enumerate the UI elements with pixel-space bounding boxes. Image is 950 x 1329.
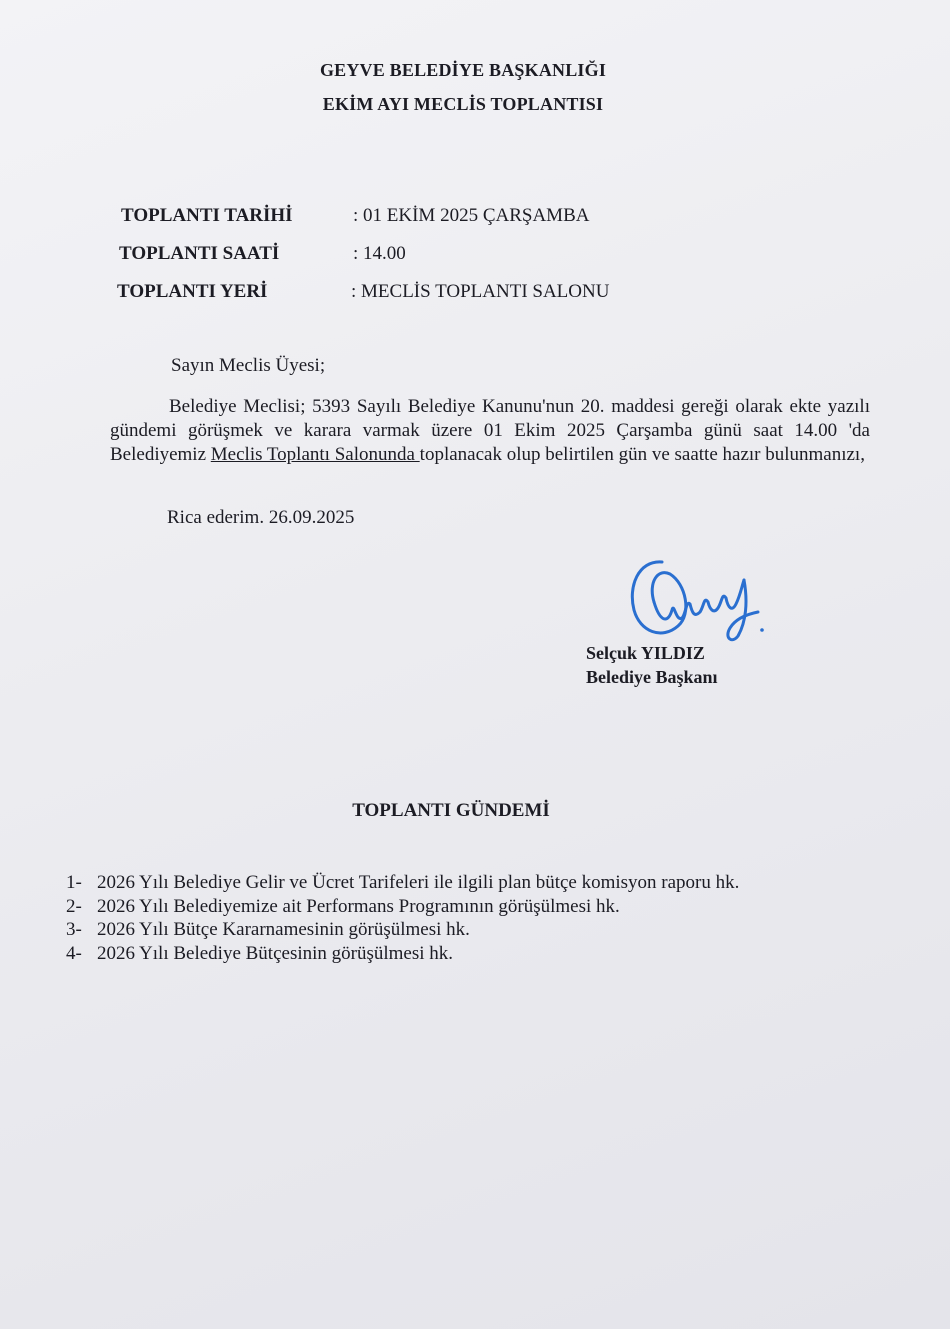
agenda-title: TOPLANTI GÜNDEMİ: [352, 800, 550, 821]
agenda-item: [66, 942, 866, 966]
letter-body: [110, 395, 870, 467]
letter-body-part1: Belediye Meclisi; 5393 Sayılı Belediye Kanunu'nun 20. maddesi gereği olarak ekte yazılı gündemi görüşmek ve karara varmak üzere 01 Ekim 2025 Çarşamba günü saat 14.00 'da Belediyemiz: [110, 396, 870, 465]
agenda-item-text: 2026 Yılı Bütçe Kararnamesinin görüşülmesi hk.: [97, 919, 470, 940]
meeting-place-value: : MECLİS TOPLANTI SALONU: [351, 281, 610, 302]
agenda-item-number: 1-: [66, 872, 82, 893]
signer-name: Selçuk YILDIZ: [586, 643, 705, 663]
letter-closing: Rica ederim. 26.09.2025: [167, 507, 355, 528]
header-institution: GEYVE BELEDİYE BAŞKANLIĞI: [319, 60, 607, 80]
letter-salutation: Sayın Meclis Üyesi;: [171, 355, 326, 376]
letter-body-part2: toplanacak olup belirtilen gün ve saatte hazır bulunmanızı,: [419, 444, 865, 465]
agenda-item: [66, 871, 866, 895]
agenda-item-number: 2-: [66, 895, 82, 917]
meeting-time-label: TOPLANTI SAATİ: [119, 243, 280, 264]
agenda-item-text: 2026 Yılı Belediye Gelir ve Ücret Tarifeleri ile ilgili plan bütçe komisyon raporu hk.: [97, 872, 740, 893]
signature-image: [620, 552, 780, 652]
agenda-item: [66, 895, 866, 919]
agenda-item-text: 2026 Yılı Belediyemize ait Performans Programının görüşülmesi hk.: [97, 895, 620, 917]
agenda-item: [66, 918, 866, 942]
meeting-date-label: TOPLANTI TARİHİ: [121, 205, 293, 226]
signer-title: Belediye Başkanı: [586, 667, 718, 687]
agenda-list: [66, 871, 866, 965]
letter-body-underlined: Meclis Toplantı Salonunda: [210, 444, 420, 465]
agenda-item-number: 3-: [66, 919, 82, 940]
header-meeting-title: EKİM AYI MECLİS TOPLANTISI: [322, 94, 604, 114]
meeting-date-value: : 01 EKİM 2025 ÇARŞAMBA: [353, 205, 590, 226]
meeting-time-value: : 14.00: [353, 243, 406, 264]
agenda-item-text: 2026 Yılı Belediye Bütçesinin görüşülmesi hk.: [97, 942, 454, 964]
agenda-item-number: 4-: [66, 942, 82, 964]
meeting-place-label: TOPLANTI YERİ: [117, 281, 268, 302]
